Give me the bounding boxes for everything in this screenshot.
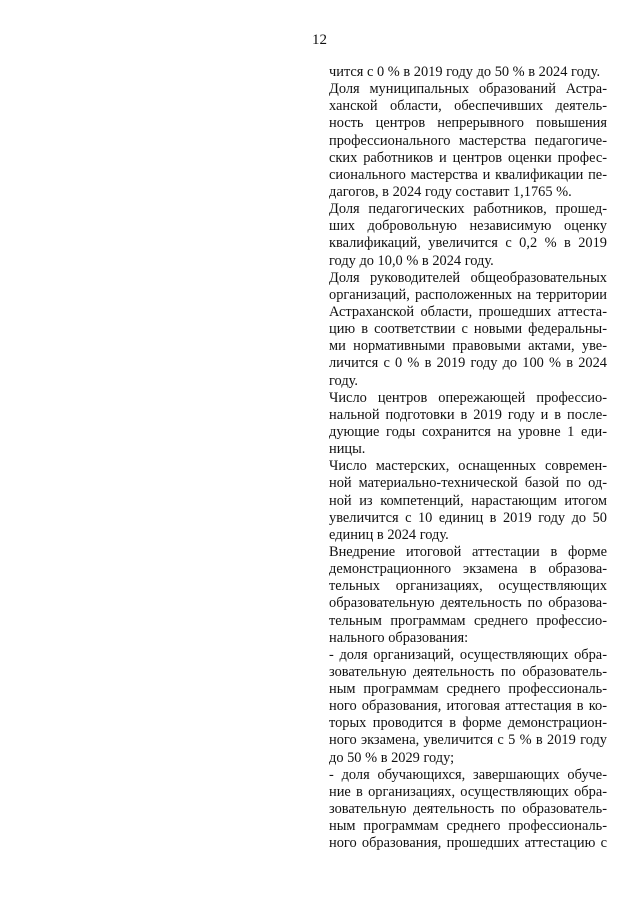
page-number: 12 — [312, 32, 327, 48]
text-line: зовательную деятельность по образователь- — [329, 801, 607, 818]
text-line: - доля организаций, осуществляющих обра- — [329, 646, 607, 663]
text-line: нального образования: — [329, 629, 469, 646]
text-line: дагогов, в 2024 году составит 1,1765 %. — [329, 183, 572, 200]
text-line: организаций, расположенных на территории — [329, 286, 607, 303]
paragraph — [329, 458, 607, 544]
text-line: Доля муниципальных образований Астра- — [329, 81, 607, 98]
paragraph — [329, 201, 607, 270]
text-line: ших добровольную независимую оценку — [329, 218, 607, 235]
paragraph — [329, 64, 607, 81]
text-line: демонстрационного экзамена в образова- — [329, 561, 607, 578]
text-line: ми нормативными правовыми актами, уве- — [329, 338, 607, 355]
text-line: ного экзамена, увеличится с 5 % в 2019 году — [329, 732, 607, 749]
text-line: нальной подготовки в 2019 году и в после- — [329, 406, 607, 423]
text-line: ханской области, обеспечивших деятель- — [329, 98, 607, 115]
text-line: единиц в 2024 году. — [329, 526, 449, 543]
text-line: Доля руководителей общеобразовательных — [329, 269, 607, 286]
text-line: чится с 0 % в 2019 году до 50 % в 2024 году. — [329, 64, 601, 80]
text-line: ной из компетенций, нарастающим итогом — [329, 492, 607, 509]
text-line: профессионального мастерства педагогиче- — [329, 132, 607, 149]
paragraph — [329, 767, 607, 853]
paragraph — [329, 647, 607, 767]
text-line: сионального мастерства и квалификации пе- — [329, 166, 607, 183]
text-line: увеличится с 10 единиц в 2019 году до 50 — [329, 509, 607, 526]
paragraph — [329, 544, 607, 647]
text-column — [329, 64, 607, 852]
text-line: зовательную деятельность по образователь- — [329, 663, 607, 680]
text-line: Число центров опережающей профессио- — [329, 389, 607, 406]
text-line: тельных организациях, осуществляющих — [329, 578, 607, 595]
text-line: дующие годы сохранится на уровне 1 еди- — [329, 423, 607, 440]
text-line: цию в соответствии с новыми федеральны- — [329, 321, 607, 338]
paragraph — [329, 81, 607, 201]
text-line: тельным программам среднего профессио- — [329, 612, 607, 629]
text-line: - доля обучающихся, завершающих обуче- — [329, 766, 607, 783]
paragraph — [329, 390, 607, 459]
text-line: ного образования, итоговая аттестация в ко- — [329, 698, 607, 715]
text-line: ным программам среднего профессиональ- — [329, 681, 607, 698]
text-line: квалификаций, увеличится с 0,2 % в 2019 — [329, 235, 607, 252]
text-line: году до 10,0 % в 2024 году. — [329, 252, 494, 269]
text-line: торых проводится в форме демонстрацион- — [329, 715, 607, 732]
text-line: образовательную деятельность по образова- — [329, 595, 607, 612]
text-line: году. — [329, 372, 358, 389]
text-line: Число мастерских, оснащенных современ- — [329, 458, 607, 475]
text-line: ние в организациях, осуществляющих обра- — [329, 783, 607, 800]
text-line: ного образования, прошедших аттестацию с — [329, 835, 607, 852]
text-line: ских работников и центров оценки профес- — [329, 149, 607, 166]
paragraph — [329, 270, 607, 390]
text-line: до 50 % в 2029 году; — [329, 749, 455, 766]
text-line: Внедрение итоговой аттестации в форме — [329, 543, 607, 560]
text-line: ницы. — [329, 441, 366, 458]
text-line: ность центров непрерывного повышения — [329, 115, 607, 132]
text-line: Доля педагогических работников, прошед- — [329, 201, 607, 218]
text-line: личится с 0 % в 2019 году до 100 % в 2024 — [329, 355, 607, 372]
text-line: Астраханской области, прошедших аттеста- — [329, 303, 607, 320]
text-line: ной материально-технической базой по од- — [329, 475, 607, 492]
text-line: ным программам среднего профессиональ- — [329, 818, 607, 835]
